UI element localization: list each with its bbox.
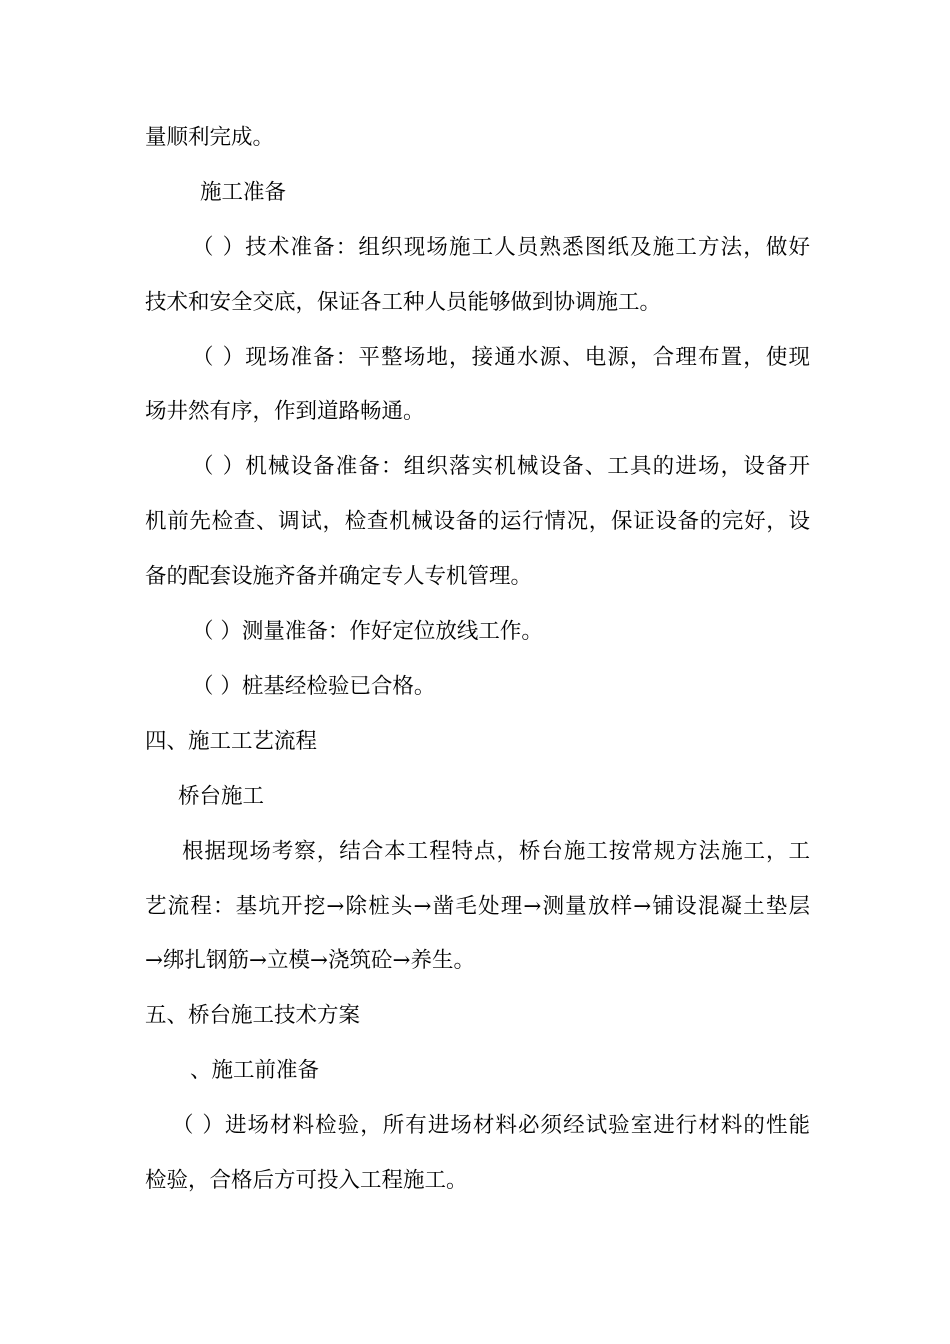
paragraph-site-prep-line-2: 场井然有序，作到道路畅通。 [145,399,425,424]
paragraph-process-line-1: 根据现场考察，结合本工程特点，桥台施工按常规方法施工，工 [182,839,810,864]
section-heading-construction-prep: 施工准备 [200,180,287,205]
paragraph-process-line-2: 艺流程：基坑开挖→除桩头→凿毛处理→测量放样→铺设混凝土垫层 [145,894,810,919]
paragraph-continuation: 量顺利完成。 [145,125,275,150]
paragraph-equipment-prep-line-2: 机前先检查、调试，检查机械设备的运行情况，保证设备的完好，设 [145,509,810,534]
paragraph-technical-prep-line-1: （ ）技术准备：组织现场施工人员熟悉图纸及施工方法，做好 [192,235,810,260]
paragraph-pile-inspection: （ ）桩基经检验已合格。 [192,674,436,699]
subheading-pre-construction-prep: 、施工前准备 [190,1058,320,1083]
section-heading-four: 四、施工工艺流程 [145,729,318,754]
paragraph-material-inspection-line-2: 检验，合格后方可投入工程施工。 [145,1168,468,1193]
paragraph-equipment-prep-line-3: 备的配套设施齐备并确定专人专机管理。 [145,564,533,589]
paragraph-technical-prep-line-2: 技术和安全交底，保证各工种人员能够做到协调施工。 [145,290,662,315]
paragraph-equipment-prep-line-1: （ ）机械设备准备：组织落实机械设备、工具的进场，设备开 [192,454,810,479]
section-heading-five: 五、桥台施工技术方案 [145,1003,361,1028]
paragraph-material-inspection-line-1: （ ）进场材料检验，所有进场材料必须经试验室进行材料的性能 [172,1113,810,1138]
paragraph-survey-prep: （ ）测量准备：作好定位放线工作。 [192,619,543,644]
paragraph-site-prep-line-1: （ ）现场准备：平整场地，接通水源、电源，合理布置，使现 [192,345,810,370]
paragraph-process-line-3: →绑扎钢筋→立模→浇筑砼→养生。 [145,948,476,973]
subheading-abutment-construction: 桥台施工 [178,784,265,809]
